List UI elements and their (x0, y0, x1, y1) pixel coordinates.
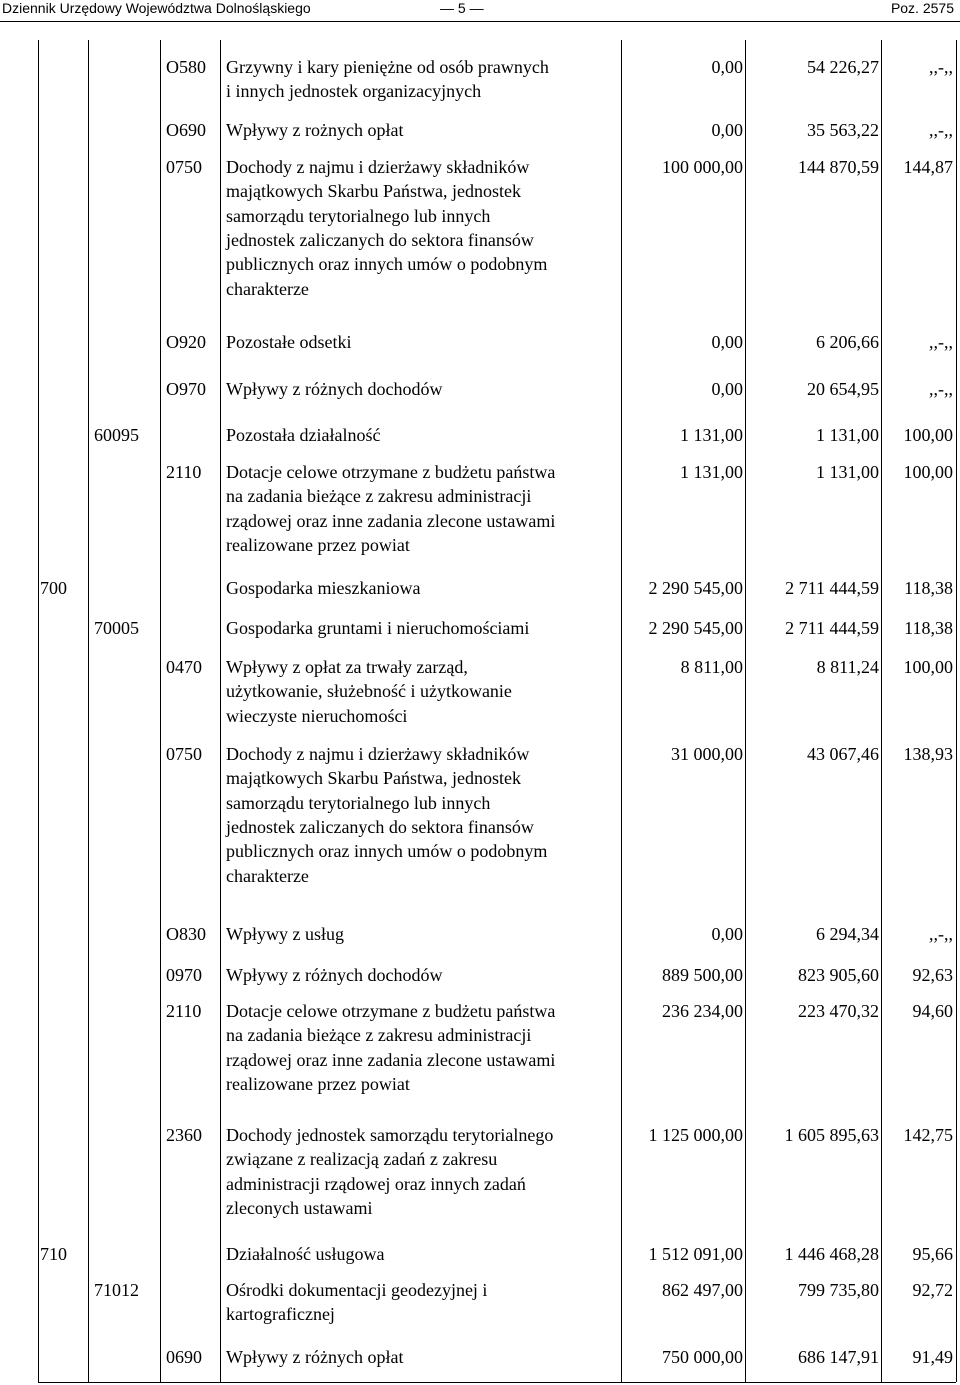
row-procent: 118,38 (904, 618, 953, 638)
row-wykonanie: 144 870,59 (798, 157, 879, 177)
row-description-line: Dochody z najmu i dzierżawy składników (226, 744, 530, 764)
column-rule (745, 40, 746, 1382)
row-description-line: jednostek zaliczanych do sektora finansów (226, 229, 534, 250)
row-description-line: na zadania bieżące z zakresu administracji (226, 486, 532, 507)
row-procent: 92,72 (912, 1280, 953, 1300)
row-description-line: Pozostała działalność (226, 425, 381, 445)
column-rule (621, 40, 622, 1382)
row-plan: 2 290 545,00 (648, 578, 743, 598)
row-wykonanie: 54 226,27 (807, 57, 879, 77)
row-wykonanie: 1 131,00 (816, 425, 879, 445)
row-paragraf: O830 (166, 924, 206, 944)
row-wykonanie: 6 206,66 (816, 332, 879, 352)
row-description-line: rządowej oraz inne zadania zlecone ustawami (226, 1049, 556, 1070)
row-description-line: Wpływy z rożnych opłat (226, 120, 404, 140)
row-paragraf: 0750 (166, 744, 202, 764)
publication-title: Dziennik Urzędowy Województwa Dolnośląskiego (2, 0, 311, 16)
row-plan: 0,00 (711, 57, 743, 77)
row-description-line: związane z realizacją zadań z zakresu (226, 1149, 498, 1170)
row-procent: 91,49 (912, 1347, 953, 1367)
row-plan: 2 290 545,00 (648, 618, 743, 638)
row-description-line: i innych jednostek organizacyjnych (226, 81, 482, 102)
row-wykonanie: 20 654,95 (807, 379, 879, 399)
row-paragraf: 0690 (166, 1347, 202, 1367)
row-description-line: samorządu terytorialnego lub innych (226, 205, 491, 226)
row-description-line: Ośrodki dokumentacji geodezyjnej i (226, 1280, 488, 1300)
row-wykonanie: 8 811,24 (816, 657, 879, 677)
row-rozdzial: 71012 (94, 1280, 139, 1300)
row-wykonanie: 6 294,34 (816, 924, 879, 944)
row-description-line: wieczyste nieruchomości (226, 705, 408, 726)
row-procent: 100,00 (903, 462, 953, 482)
row-description-line: Wpływy z opłat za trwały zarząd, (226, 657, 468, 677)
row-paragraf: 0970 (166, 965, 202, 985)
row-description-line: Wpływy z usług (226, 924, 344, 944)
row-rozdzial: 70005 (94, 618, 139, 638)
row-procent: ,,-,, (929, 379, 953, 399)
row-description-line: Wpływy z różnych dochodów (226, 965, 443, 985)
row-wykonanie: 823 905,60 (798, 965, 879, 985)
row-description-line: Wpływy z różnych dochodów (226, 379, 443, 399)
row-paragraf: O970 (166, 379, 206, 399)
row-procent: 95,66 (912, 1244, 953, 1264)
row-paragraf: 0750 (166, 157, 202, 177)
row-description-line: kartograficznej (226, 1304, 335, 1325)
row-paragraf: O580 (166, 57, 206, 77)
row-description-line: rządowej oraz inne zadania zlecone ustawami (226, 510, 556, 531)
row-wykonanie: 2 711 444,59 (785, 618, 879, 638)
row-procent: 100,00 (903, 425, 953, 445)
row-description-line: Pozostałe odsetki (226, 332, 352, 352)
row-plan: 236 234,00 (662, 1001, 743, 1021)
row-description-line: jednostek zaliczanych do sektora finansów (226, 816, 534, 837)
row-paragraf: 2360 (166, 1125, 202, 1145)
row-wykonanie: 223 470,32 (798, 1001, 879, 1021)
row-paragraf: 2110 (166, 1001, 202, 1021)
row-plan: 750 000,00 (662, 1347, 743, 1367)
row-plan: 0,00 (711, 924, 743, 944)
row-description-line: Dochody z najmu i dzierżawy składników (226, 157, 530, 177)
row-dzial: 700 (40, 578, 67, 598)
row-description-line: realizowane przez powiat (226, 534, 410, 555)
row-description-line: Grzywny i kary pieniężne od osób prawnych (226, 57, 549, 77)
row-description-line: publicznych oraz innych umów o podobnym (226, 254, 548, 275)
column-rule (160, 40, 161, 1382)
page-number: — 5 — (440, 0, 484, 16)
row-description-line: Dotacje celowe otrzymane z budżetu państwa (226, 462, 556, 482)
row-procent: ,,-,, (929, 332, 953, 352)
row-procent: 94,60 (912, 1001, 953, 1021)
row-plan: 8 811,00 (680, 657, 743, 677)
row-plan: 0,00 (711, 120, 743, 140)
row-description-line: samorządu terytorialnego lub innych (226, 792, 491, 813)
row-description-line: publicznych oraz innych umów o podobnym (226, 841, 548, 862)
row-procent: 100,00 (903, 657, 953, 677)
row-description-line: Dotacje celowe otrzymane z budżetu państwa (226, 1001, 556, 1021)
column-rule (88, 40, 89, 1382)
row-plan: 100 000,00 (662, 157, 743, 177)
row-description-line: Wpływy z różnych opłat (226, 1347, 404, 1367)
row-plan: 1 131,00 (680, 425, 743, 445)
column-rule (956, 40, 957, 1382)
row-procent: ,,-,, (929, 924, 953, 944)
position-number: Poz. 2575 (890, 0, 954, 16)
row-plan: 0,00 (711, 379, 743, 399)
row-plan: 862 497,00 (662, 1280, 743, 1300)
row-description-line: na zadania bieżące z zakresu administracji (226, 1025, 532, 1046)
row-rozdzial: 60095 (94, 425, 139, 445)
row-procent: 144,87 (903, 157, 953, 177)
row-plan: 1 125 000,00 (648, 1125, 743, 1145)
row-wykonanie: 35 563,22 (807, 120, 879, 140)
row-description-line: Gospodarka mieszkaniowa (226, 578, 421, 598)
row-wykonanie: 799 735,80 (798, 1280, 879, 1300)
row-description-line: charakterze (226, 278, 309, 299)
row-plan: 1 131,00 (680, 462, 743, 482)
row-wykonanie: 2 711 444,59 (785, 578, 879, 598)
row-wykonanie: 1 605 895,63 (784, 1125, 879, 1145)
row-description-line: majątkowych Skarbu Państwa, jednostek (226, 768, 521, 789)
column-rule (881, 40, 882, 1382)
page-header (0, 0, 960, 22)
header-rule (0, 21, 960, 22)
row-wykonanie: 1 131,00 (816, 462, 879, 482)
row-procent: ,,-,, (929, 57, 953, 77)
row-description-line: użytkowanie, służebność i użytkowanie (226, 681, 512, 702)
row-plan: 889 500,00 (662, 965, 743, 985)
row-procent: ,,-,, (929, 120, 953, 140)
row-description-line: charakterze (226, 865, 309, 886)
table-bottom-rule (38, 1382, 956, 1383)
row-wykonanie: 686 147,91 (798, 1347, 879, 1367)
row-description-line: Dochody jednostek samorządu terytorialnego (226, 1125, 554, 1145)
row-paragraf: 0470 (166, 657, 202, 677)
row-description-line: administracji rządowej oraz innych zadań (226, 1173, 526, 1194)
row-description-line: realizowane przez powiat (226, 1073, 410, 1094)
row-description-line: zleconych ustawami (226, 1197, 373, 1218)
row-plan: 0,00 (711, 332, 743, 352)
row-description-line: majątkowych Skarbu Państwa, jednostek (226, 181, 521, 202)
row-plan: 1 512 091,00 (648, 1244, 743, 1264)
row-procent: 142,75 (903, 1125, 953, 1145)
row-procent: 118,38 (904, 578, 953, 598)
column-rule (38, 40, 39, 1382)
row-description-line: Działalność usługowa (226, 1244, 385, 1264)
row-paragraf: O690 (166, 120, 206, 140)
row-wykonanie: 1 446 468,28 (784, 1244, 879, 1264)
row-wykonanie: 43 067,46 (807, 744, 879, 764)
row-procent: 138,93 (903, 744, 953, 764)
row-plan: 31 000,00 (671, 744, 743, 764)
row-paragraf: O920 (166, 332, 206, 352)
row-procent: 92,63 (912, 965, 953, 985)
row-paragraf: 2110 (166, 462, 202, 482)
row-dzial: 710 (40, 1244, 67, 1264)
row-description-line: Gospodarka gruntami i nieruchomościami (226, 618, 530, 638)
column-rule (220, 40, 221, 1382)
